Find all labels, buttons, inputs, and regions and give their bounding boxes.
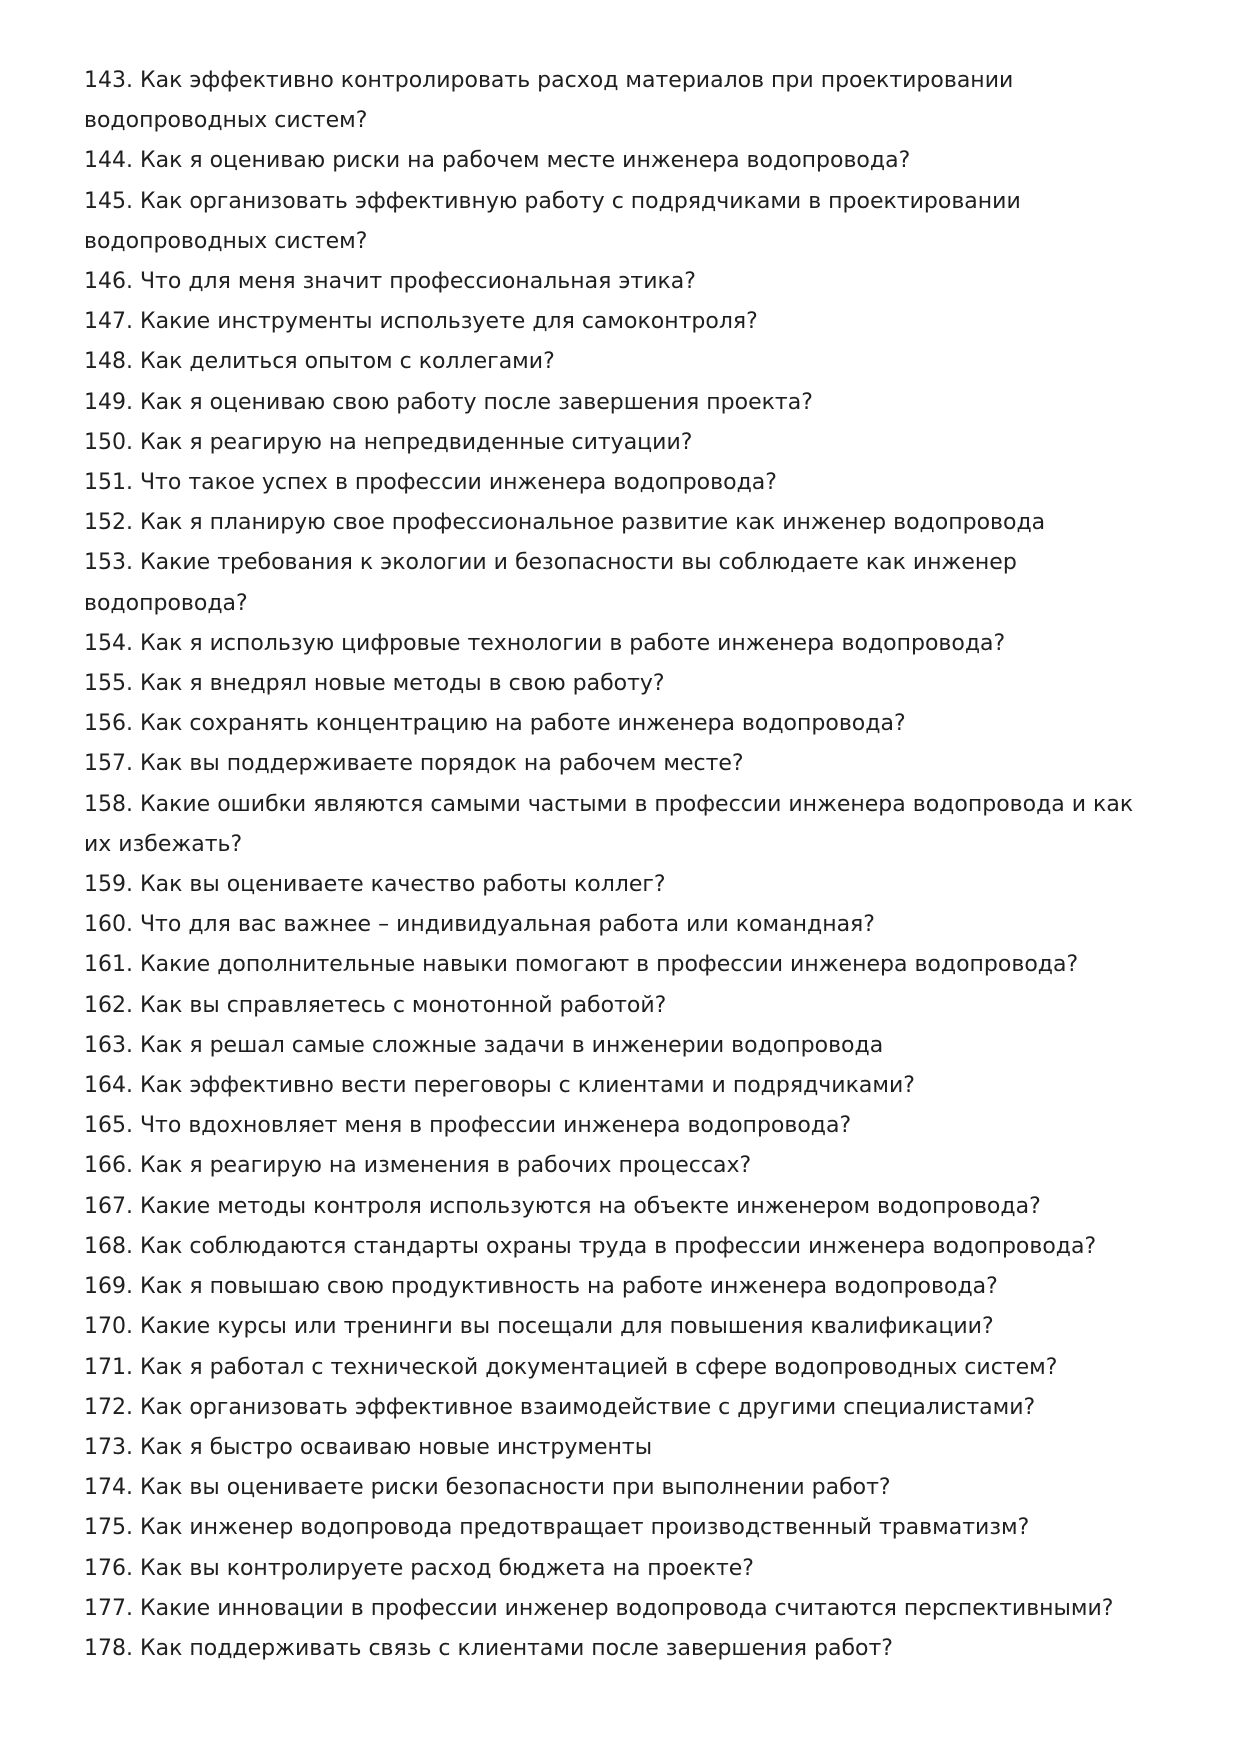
question-item: 162. Как вы справляетесь с монотонной работой? (84, 992, 667, 1018)
question-item: 158. Какие ошибки являются самыми частыми в профессии инженера водопровода и как их избежать? (84, 791, 1134, 857)
question-item: 150. Как я реагирую на непредвиденные ситуации? (84, 429, 693, 455)
question-list (84, 61, 1164, 1669)
question-item: 163. Как я решал самые сложные задачи в инженерии водопровода (84, 1032, 884, 1058)
question-item: 152. Как я планирую свое профессиональное развитие как инженер водопровода (84, 510, 1046, 536)
question-item: 160. Что для вас важнее – индивидуальная работа или командная? (84, 912, 875, 938)
question-item: 177. Какие инновации в профессии инженер водопровода считаются перспективными? (84, 1595, 1114, 1621)
question-item: 144. Как я оцениваю риски на рабочем месте инженера водопровода? (84, 148, 911, 174)
question-item: 178. Как поддерживать связь с клиентами после завершения работ? (84, 1635, 893, 1661)
question-item: 171. Как я работал с технической документацией в сфере водопроводных систем? (84, 1354, 1058, 1380)
question-item: 166. Как я реагирую на изменения в рабочих процессах? (84, 1153, 752, 1179)
question-item: 148. Как делиться опытом с коллегами? (84, 349, 555, 375)
question-item: 165. Что вдохновляет меня в профессии инженера водопровода? (84, 1113, 852, 1139)
question-item: 175. Как инженер водопровода предотвращает производственный травматизм? (84, 1515, 1030, 1541)
question-item: 155. Как я внедрял новые методы в свою работу? (84, 671, 665, 697)
question-item: 159. Как вы оцениваете качество работы коллег? (84, 872, 666, 898)
question-item: 176. Как вы контролируете расход бюджета на проекте? (84, 1555, 754, 1581)
question-item: 173. Как я быстро осваиваю новые инструменты (84, 1434, 653, 1460)
question-item: 149. Как я оцениваю свою работу после завершения проекта? (84, 389, 813, 415)
question-item: 164. Как эффективно вести переговоры с клиентами и подрядчиками? (84, 1073, 915, 1099)
question-item: 145. Как организовать эффективную работу с подрядчиками в проектировании водопроводных систем? (84, 188, 1021, 254)
question-item: 147. Какие инструменты используете для самоконтроля? (84, 309, 758, 335)
question-item: 167. Какие методы контроля используются на объекте инженером водопровода? (84, 1193, 1041, 1219)
question-item: 168. Как соблюдаются стандарты охраны труда в профессии инженера водопровода? (84, 1233, 1097, 1259)
question-item: 151. Что такое успех в профессии инженера водопровода? (84, 470, 777, 496)
question-item: 174. Как вы оцениваете риски безопасности при выполнении работ? (84, 1475, 891, 1501)
question-item: 153. Какие требования к экологии и безопасности вы соблюдаете как инженер водопровода? (84, 550, 1017, 616)
question-item: 172. Как организовать эффективное взаимодействие с другими специалистами? (84, 1394, 1036, 1420)
question-item: 170. Какие курсы или тренинги вы посещали для повышения квалификации? (84, 1314, 994, 1340)
question-item: 146. Что для меня значит профессиональная этика? (84, 269, 696, 295)
question-item: 161. Какие дополнительные навыки помогают в профессии инженера водопровода? (84, 952, 1079, 978)
question-item: 157. Как вы поддерживаете порядок на рабочем месте? (84, 751, 744, 777)
question-item: 169. Как я повышаю свою продуктивность на работе инженера водопровода? (84, 1274, 998, 1300)
question-item: 143. Как эффективно контролировать расход материалов при проектировании водопроводных систем? (84, 68, 1014, 134)
question-item: 154. Как я использую цифровые технологии в работе инженера водопровода? (84, 630, 1006, 656)
question-item: 156. Как сохранять концентрацию на работе инженера водопровода? (84, 711, 906, 737)
